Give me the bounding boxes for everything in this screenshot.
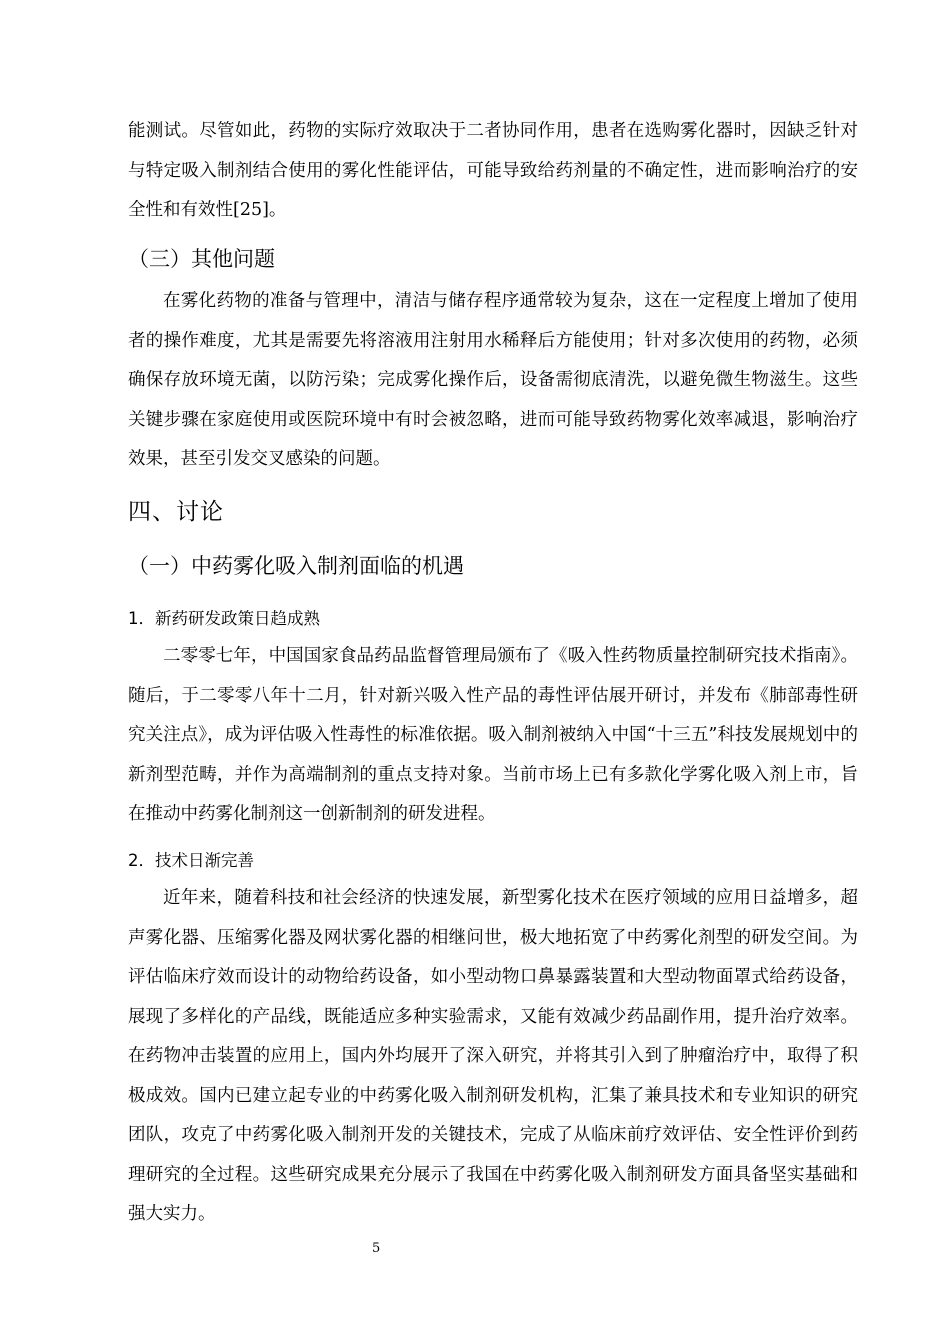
chapter-heading-discussion: 四、讨论 [128,499,224,525]
section-heading-other-issues: （三）其他问题 [128,247,275,271]
subsection-heading-technology: 2．技术日渐完善 [128,851,254,870]
paragraph-preparation-management: 在雾化药物的准备与管理中，清洁与储存程序通常较为复杂，这在一定程度上增加了使用者的操作难度，尤其是需要先将溶液用注射用水稀释后方能使用；针对多次使用的药物，必须确保存放环境无菌，以防污染；完成雾化操作后，设备需彻底清洗，以避免微生物滋生。这些关键步骤在家庭使用或医院环境中有时会被忽略，进而可能导致药物雾化效率减退，影响治疗效果，甚至引发交叉感染的问题。 [128,291,858,469]
paragraph-policy: 二零零七年，中国国家食品药品监督管理局颁布了《吸入性药物质量控制研究技术指南》。随后，于二零零八年十二月，针对新兴吸入性产品的毒性评估展开研讨，并发布《肺部毒性研究关注点》，成为评估吸入性毒性的标准依据。吸入制剂被纳入中国“十三五”科技发展规划中的新剂型范畴，并作为高端制剂的重点支持对象。当前市场上已有多款化学雾化吸入剂上市，旨在推动中药雾化制剂这一创新制剂的研发进程。 [128,646,858,824]
page-number: 5 [372,1241,381,1256]
subsection-heading-policy: 1．新药研发政策日趋成熟 [128,609,320,628]
section-heading-opportunities: （一）中药雾化吸入制剂面临的机遇 [128,554,464,578]
paragraph-technology: 近年来，随着科技和社会经济的快速发展，新型雾化技术在医疗领域的应用日益增多，超声雾化器、压缩雾化器及网状雾化器的相继问世，极大地拓宽了中药雾化剂型的研发空间。为评估临床疗效而设计的动物给药设备，如小型动物口鼻暴露装置和大型动物面罩式给药设备，展现了多样化的产品线，既能适应多种实验需求，又能有效减少药品副作用，提升治疗效率。在药物冲击装置的应用上，国内外均展开了深入研究，并将其引入到了肿瘤治疗中，取得了积极成效。国内已建立起专业的中药雾化吸入制剂研发机构，汇集了兼具技术和专业知识的研究团队，攻克了中药雾化吸入制剂开发的关键技术，完成了从临床前疗效评估、安全性评价到药理研究的全过程。这些研究成果充分展示了我国在中药雾化吸入制剂研发方面具备坚实基础和强大实力。 [128,888,858,1224]
paragraph-nebulizer-evaluation: 能测试。尽管如此，药物的实际疗效取决于二者协同作用，患者在选购雾化器时，因缺乏针对与特定吸入制剂结合使用的雾化性能评估，可能导致给药剂量的不确定性，进而影响治疗的安全性和有效性[25]。 [128,121,858,220]
